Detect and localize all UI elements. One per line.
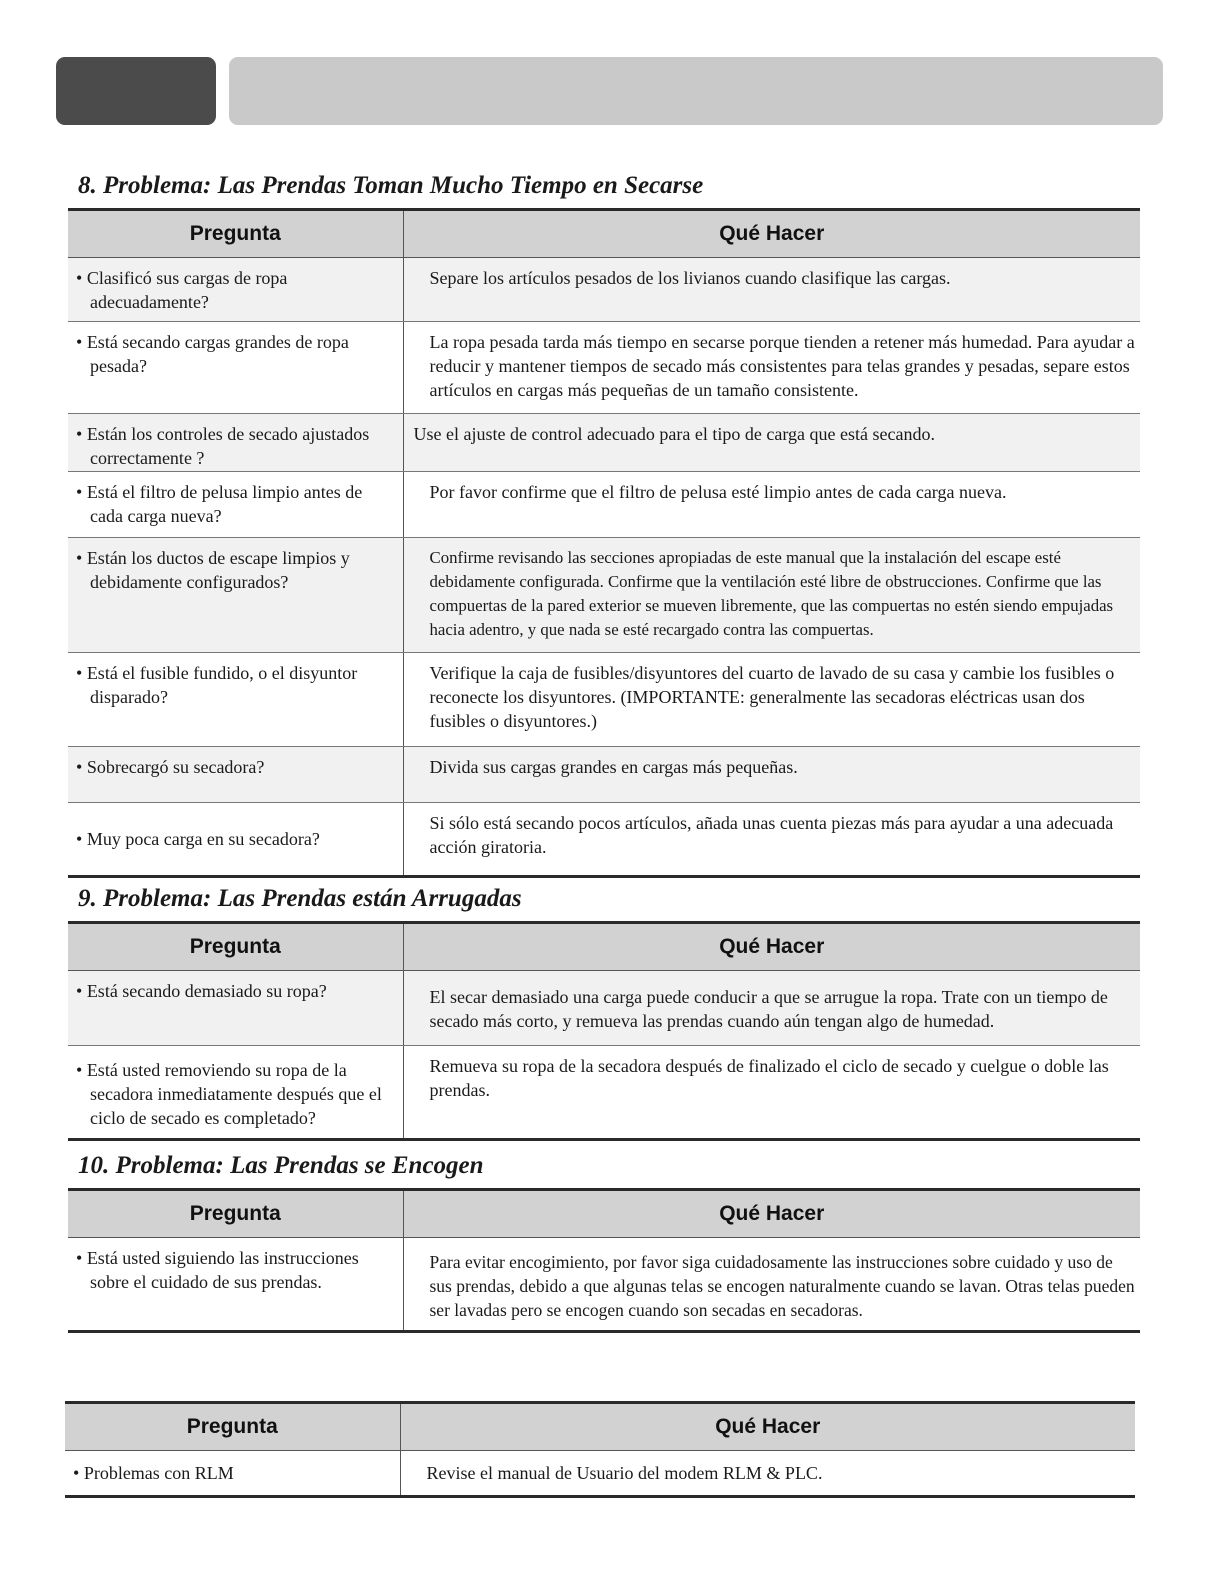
table-row [68, 1046, 1140, 1140]
table-row [65, 1451, 1135, 1497]
table-row [68, 414, 1140, 472]
table-row [68, 653, 1140, 747]
question-cell [68, 1238, 403, 1332]
question-cell [68, 653, 403, 747]
column-header-pregunta: Pregunta [68, 1190, 403, 1238]
question-text: • Está usted siguiendo las instrucciones sobre el cuidado de sus prendas. [76, 1246, 399, 1294]
question-text: • Problemas con RLM [73, 1461, 396, 1485]
answer-cell: La ropa pesada tarda más tiempo en secarse porque tienden a retener más humedad. Para ayudar a reducir y mantener tiempos de secado más consistentes para telas grandes y pesadas, separe estos artículos en cargas más pequeñas de un tamaño consistente. [403, 322, 1140, 414]
question-text: • Están los controles de secado ajustados correctamente ? [76, 422, 399, 470]
question-text: • Está el fusible fundido, o el disyuntor disparado? [76, 661, 399, 709]
question-cell [68, 538, 403, 653]
section-rlm [65, 1401, 1135, 1498]
question-cell [68, 472, 403, 538]
troubleshoot-table [68, 208, 1140, 878]
answer-cell: Confirme revisando las secciones apropiadas de este manual que la instalación del escape esté debidamente configurada. Confirme que la ventilación esté libre de obstrucciones. Confirme que las compuertas de la pared exterior se mueven libremente, que las compuertas no estén siendo empujadas hacia adentro, y que nada se esté recargado contra las compuertas. [403, 538, 1140, 653]
troubleshoot-table [65, 1401, 1135, 1498]
troubleshoot-table [68, 921, 1140, 1141]
section-title: 9. Problema: Las Prendas están Arrugadas [78, 885, 522, 912]
question-text: • Está usted removiendo su ropa de la secadora inmediatamente después que el ciclo de secado es completado? [76, 1058, 399, 1130]
answer-cell: El secar demasiado una carga puede conducir a que se arrugue la ropa. Trate con un tiempo de secado más corto, y remueva las prendas cuando aún tengan algo de humedad. [403, 971, 1140, 1046]
section-10 [68, 1150, 1140, 1333]
question-text: • Está secando cargas grandes de ropa pesada? [76, 330, 399, 378]
section-8 [68, 170, 1140, 878]
question-cell [68, 803, 403, 877]
section-9 [68, 883, 1140, 1141]
question-cell [68, 747, 403, 803]
answer-cell: Separe los artículos pesados de los livianos cuando clasifique las cargas. [403, 258, 1140, 322]
answer-cell: Si sólo está secando pocos artículos, añada unas cuenta piezas más para ayudar a una adecuada acción giratoria. [403, 803, 1140, 877]
question-cell [65, 1451, 400, 1497]
troubleshoot-table [68, 1188, 1140, 1333]
question-text: • Está el filtro de pelusa limpio antes de cada carga nueva? [76, 480, 399, 528]
answer-cell: Divida sus cargas grandes en cargas más pequeñas. [403, 747, 1140, 803]
question-cell [68, 971, 403, 1046]
header-tab [56, 57, 216, 125]
table-row [68, 803, 1140, 877]
answer-cell: Verifique la caja de fusibles/disyuntores del cuarto de lavado de su casa y cambie los fusibles o reconecte los disyuntores. (IMPORTANTE: generalmente las secadoras eléctricas usan dos fusibles o disyuntores.) [403, 653, 1140, 747]
column-header-pregunta: Pregunta [65, 1403, 400, 1451]
question-cell [68, 322, 403, 414]
answer-cell: Para evitar encogimiento, por favor siga cuidadosamente las instrucciones sobre cuidado y uso de sus prendas, debido a que algunas telas se encogen naturalmente cuando se lavan. Otras telas pueden ser lavadas pero se encogen cuando son secadas en secadoras. [403, 1238, 1140, 1332]
question-text: • Está secando demasiado su ropa? [76, 979, 399, 1003]
table-row [68, 971, 1140, 1046]
question-text: • Clasificó sus cargas de ropa adecuadamente? [76, 266, 399, 314]
question-cell [68, 258, 403, 322]
header-bar [229, 57, 1163, 125]
column-header-que-hacer: Qué Hacer [403, 1190, 1140, 1238]
table-row [68, 1238, 1140, 1332]
section-title: 10. Problema: Las Prendas se Encogen [78, 1152, 484, 1179]
answer-cell: Por favor confirme que el filtro de pelusa esté limpio antes de cada carga nueva. [403, 472, 1140, 538]
table-row [68, 538, 1140, 653]
table-row [68, 322, 1140, 414]
table-row [68, 472, 1140, 538]
column-header-que-hacer: Qué Hacer [403, 210, 1140, 258]
answer-cell: Use el ajuste de control adecuado para el tipo de carga que está secando. [403, 414, 1140, 472]
question-text: • Sobrecargó su secadora? [76, 755, 399, 779]
question-text: • Están los ductos de escape limpios y debidamente configurados? [76, 546, 399, 594]
section-title: 8. Problema: Las Prendas Toman Mucho Tiempo en Secarse [78, 172, 704, 199]
question-text: • Muy poca carga en su secadora? [76, 827, 399, 851]
table-row [68, 747, 1140, 803]
column-header-pregunta: Pregunta [68, 210, 403, 258]
answer-cell: Remueva su ropa de la secadora después de finalizado el ciclo de secado y cuelgue o doble las prendas. [403, 1046, 1140, 1140]
question-cell [68, 1046, 403, 1140]
column-header-pregunta: Pregunta [68, 923, 403, 971]
question-cell [68, 414, 403, 472]
column-header-que-hacer: Qué Hacer [400, 1403, 1135, 1451]
column-header-que-hacer: Qué Hacer [403, 923, 1140, 971]
table-row [68, 258, 1140, 322]
answer-cell: Revise el manual de Usuario del modem RLM & PLC. [400, 1451, 1135, 1497]
